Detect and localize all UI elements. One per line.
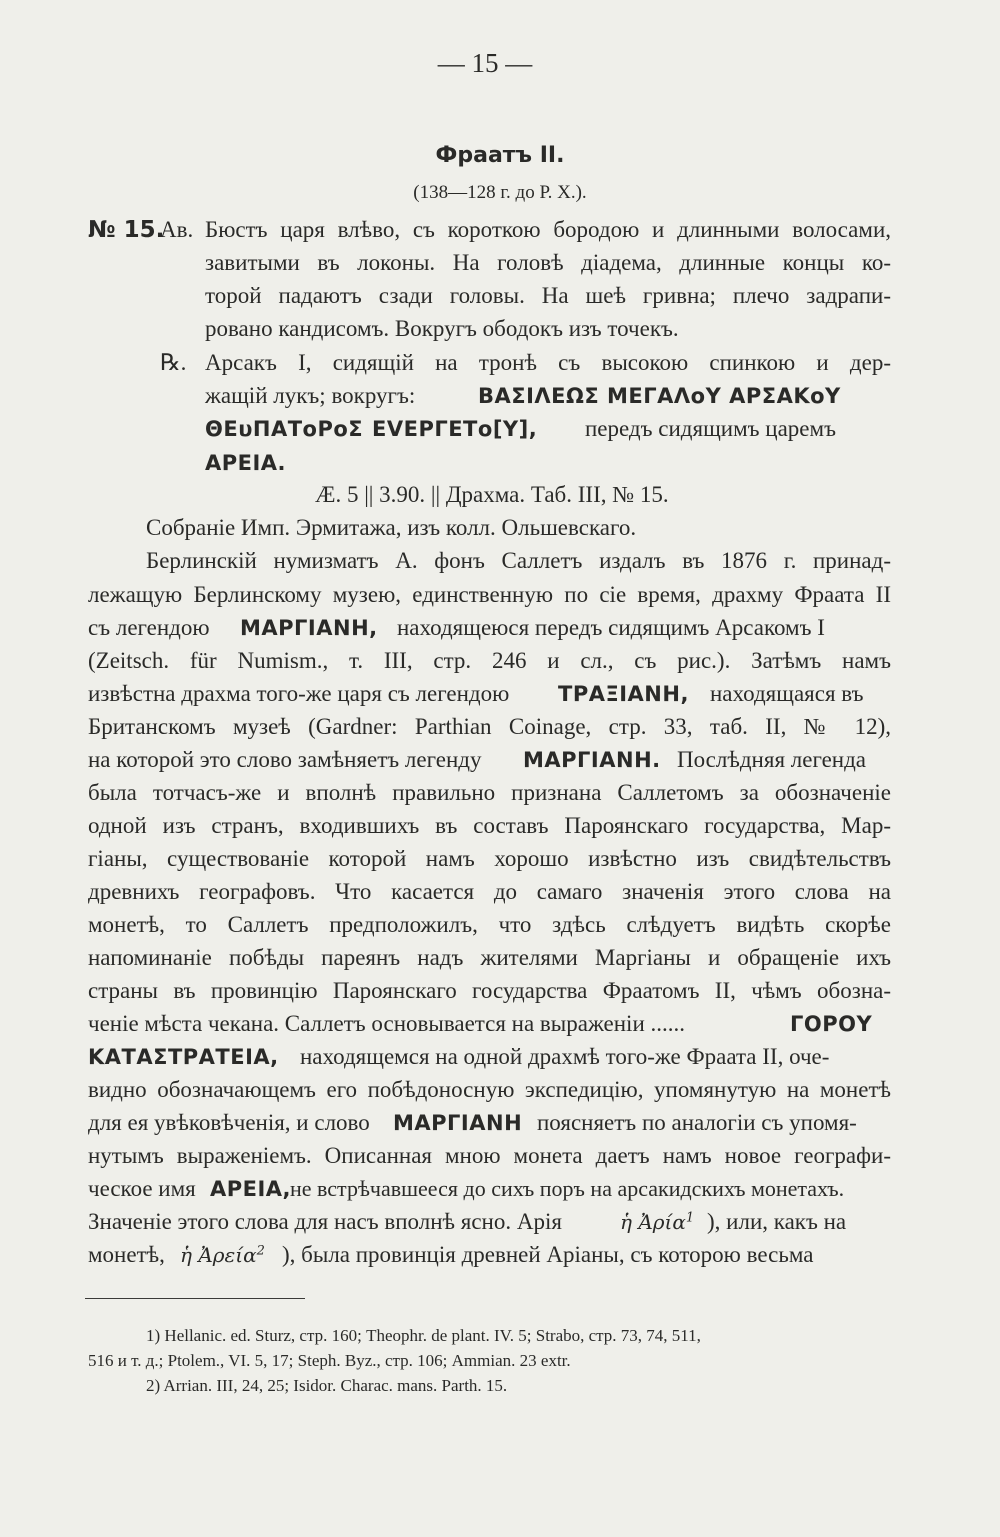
- page-number: — 15 —: [437, 48, 533, 78]
- body-line: ченіе мѣста чекана. Саллетъ основывается на выраженіи ......: [88, 1011, 686, 1036]
- obverse-label: Ав.: [160, 217, 194, 242]
- body-line: для ея увѣковѣченія, и слово: [88, 1110, 370, 1135]
- entry-number: № 15.: [88, 217, 165, 243]
- body-line: находящаяся въ: [710, 681, 864, 706]
- body-line: нутымъ выраженіемъ. Описанная мною монета даетъ намъ новое географи-: [88, 1143, 891, 1168]
- body-line: (Zeitsch. für Numism., т. III, стр. 246 и сл., съ рис.). Затѣмъ намъ: [88, 648, 891, 673]
- obverse-line: завитыми въ локоны. На головѣ діадема, длинные концы ко-: [205, 250, 891, 275]
- body-line: видно обозначающемъ его побѣдоносную экспедицію, упомянутую на монетѣ: [88, 1077, 891, 1102]
- body-line: ческое имя: [88, 1176, 196, 1201]
- body-line: находящемся на одной драхмѣ того-же Фраата II, оче-: [300, 1044, 830, 1069]
- greek-word: ΜΑΡΓΙΑΝΗ,: [240, 616, 378, 640]
- greek-word: [620, 1207, 694, 1237]
- footnote-ref: 1: [685, 1210, 695, 1226]
- body-line: гіаны, существованіе которой намъ хорошо извѣстно изъ свидѣтельствъ: [88, 846, 891, 871]
- body-line: лежащую Берлинскому музею, единственную по сіе время, драхму Фраата II: [88, 582, 891, 607]
- greek-legend: ΑΡΕΙΑ.: [205, 451, 287, 475]
- collection-note: Собраніе Имп. Эрмитажа, изъ колл. Ольшевскаго.: [146, 515, 637, 540]
- body-line: съ легендою: [88, 615, 210, 640]
- greek-legend: ΘΕυΠΑΤοΡοΣ: [205, 417, 364, 441]
- greek-legend: EVΕΡΓΕΤο[Υ],: [372, 417, 538, 441]
- footnote-1: 1) Hellanic. ed. Sturz, стр. 160; Theophr. de plant. IV. 5; Strabo, стр. 73, 74, 511,: [146, 1326, 701, 1345]
- body-line: одной изъ странъ, входившихъ въ составъ Пароянскаго государства, Мар-: [88, 813, 891, 838]
- body-line: не встрѣчавшееся до сихъ поръ на арсакидскихъ монетахъ.: [290, 1176, 845, 1201]
- greek-word: ΑΡΕΙΑ,: [210, 1177, 292, 1201]
- greek-text: ἡ Ἀρεία: [180, 1243, 257, 1267]
- coin-specs: Æ. 5 || 3.90. || Драхма. Таб. III, № 15.: [315, 482, 669, 507]
- body-line: древнихъ географовъ. Что касается до самаго значенія этого слова на: [88, 879, 891, 904]
- body-line: поясняетъ по аналогіи съ упомя-: [537, 1110, 857, 1135]
- obverse-line: торой падаютъ сзади головы. На шеѣ гривна; плечо задрапи-: [205, 283, 891, 308]
- footnote-ref: 2: [256, 1243, 265, 1259]
- greek-word: ΓΟΡΟΥ: [790, 1012, 873, 1036]
- body-line: Британскомъ музеѣ (Gardner: Parthian Coinage, стр. 33, таб. II, № 12),: [88, 714, 891, 739]
- body-line: была тотчасъ-же и вполнѣ правильно признана Саллетомъ за обозначеніе: [88, 780, 891, 805]
- greek-word: ΤΡΑΞΙΑΝΗ,: [558, 682, 689, 706]
- greek-legend: ΒΑΣΙΛΕΩΣ ΜΕΓΑΛοΥ ΑΡΣΑΚοΥ: [478, 384, 841, 408]
- reign-dates: (138—128 г. до Р. Х.).: [413, 182, 587, 203]
- footnote-1-continued: 516 и т. д.; Ptolem., VI. 5, 17; Steph. Byz., стр. 106; Ammian. 23 extr.: [88, 1351, 571, 1370]
- reverse-label: ℞.: [160, 350, 187, 375]
- greek-text: ἡ Ἀρία: [620, 1210, 686, 1234]
- body-line: Берлинскій нумизматъ А. фонъ Саллетъ издалъ въ 1876 г. принад-: [146, 548, 891, 573]
- body-line: ), была провинція древней Аріаны, съ которою весьма: [282, 1242, 814, 1267]
- body-line: извѣстна драхма того-же царя съ легендою: [88, 681, 510, 706]
- body-line: ), или, какъ на: [707, 1209, 847, 1234]
- greek-word: ΚΑΤΑΣΤΡΑΤΕΙΑ,: [88, 1045, 279, 1069]
- footnote-2: 2) Arrian. III, 24, 25; Isidor. Charac. mans. Parth. 15.: [146, 1376, 508, 1395]
- body-line: напоминаніе побѣды пареянъ надъ жителями Маргіаны и обращеніе ихъ: [88, 945, 891, 970]
- obverse-line: Бюстъ царя влѣво, съ короткою бородою и длинными волосами,: [205, 217, 891, 242]
- body-line: страны въ провинцію Пароянскаго государства Фраатомъ II, чѣмъ обозна-: [88, 978, 891, 1003]
- body-line: находящеюся передъ сидящимъ Арсакомъ I: [397, 615, 825, 640]
- body-line: монетѣ,: [88, 1242, 165, 1267]
- reverse-line: жащій лукъ; вокругъ:: [205, 383, 416, 408]
- obverse-line: ровано кандисомъ. Вокругъ ободокъ изъ точекъ.: [205, 316, 679, 341]
- greek-word: ΜΑΡΓΙΑΝΗ.: [523, 748, 661, 772]
- body-line: Послѣдняя легенда: [677, 747, 867, 772]
- body-line: монетѣ, то Саллетъ предположилъ, что здѣсь слѣдуетъ видѣть скорѣе: [88, 912, 891, 937]
- body-line: на которой это слово замѣняетъ легенду: [88, 747, 482, 772]
- greek-word: ΜΑΡΓΙΑΝΗ: [393, 1111, 523, 1135]
- footnote-rule: [85, 1298, 305, 1299]
- greek-word: [180, 1240, 265, 1270]
- section-heading: Фраатъ II.: [435, 143, 565, 168]
- reverse-line: Арсакъ I, сидящій на тронѣ съ высокою спинкою и дер-: [205, 350, 891, 375]
- body-line: Значеніе этого слова для насъ вполнѣ ясно. Арія: [88, 1209, 562, 1234]
- reverse-line: передъ сидящимъ царемъ: [585, 416, 836, 441]
